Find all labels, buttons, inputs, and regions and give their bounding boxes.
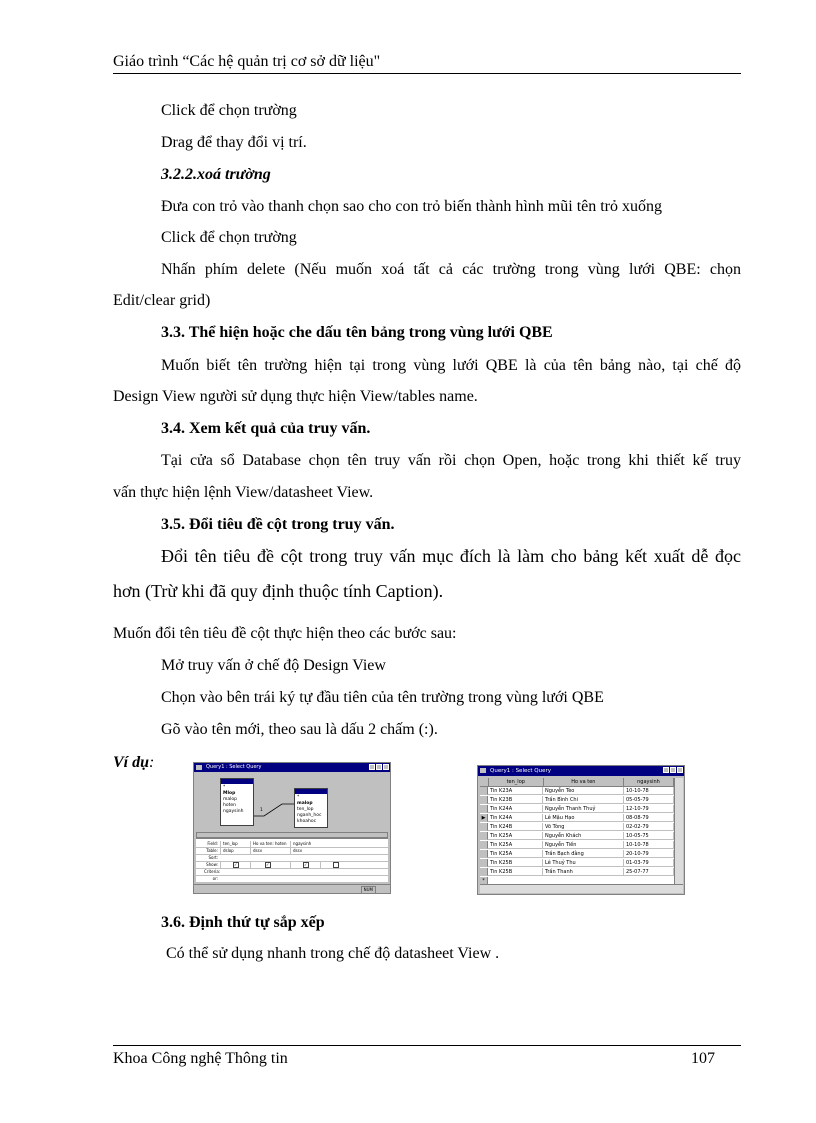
grid-cell[interactable]: ngaysinh <box>290 841 320 847</box>
grid-row-field: Field: ten_lop Ho va ten: hoten ngaysinh <box>196 841 388 848</box>
page-footer <box>113 1045 741 1068</box>
join-label: 1 <box>260 808 263 813</box>
footer-department: Khoa Công nghệ Thông tin <box>113 1050 288 1067</box>
heading-3-6: 3.6. Định thứ tự sắp xếp <box>161 914 325 931</box>
datasheet-titlebar: Query1 : Select Query <box>478 766 684 776</box>
grid-row-sort: Sort: <box>196 855 388 862</box>
text-line: hơn (Trừ khi đã quy định thuộc tính Caption). <box>113 581 444 601</box>
text-line: Drag để thay đổi vị trí. <box>161 134 307 151</box>
column-header[interactable]: Ho va ten <box>544 778 624 786</box>
field-item[interactable]: * <box>297 795 300 800</box>
grid-cell[interactable]: dslop <box>220 848 250 854</box>
page-header <box>113 52 741 74</box>
table-cell[interactable]: Nguyễn Thanh Thuỷ <box>543 805 624 813</box>
grid-row-table: Table: dslop dssv dssv <box>196 848 388 855</box>
field-item[interactable]: * <box>223 785 226 790</box>
table-row[interactable] <box>480 814 674 822</box>
show-checkbox[interactable] <box>333 862 339 868</box>
text-line: Mở truy vấn ở chế độ Design View <box>161 657 386 674</box>
minimize-icon[interactable] <box>369 764 375 770</box>
design-view-screenshot <box>193 762 391 894</box>
grid-cell[interactable]: dssv <box>290 848 320 854</box>
status-bar <box>194 884 390 893</box>
record-navigation-bar[interactable] <box>480 884 683 893</box>
table-pane <box>196 774 388 832</box>
table-cell[interactable]: Tin K25A <box>488 841 543 849</box>
table-cell[interactable]: Tin K25A <box>488 832 543 840</box>
text-line: Muốn đổi tên tiêu đề cột thực hiện theo các bước sau: <box>113 625 457 642</box>
table-row[interactable] <box>480 787 674 795</box>
row-selector[interactable] <box>480 823 488 831</box>
qbe-grid <box>196 838 388 883</box>
text-line: Tại cửa sổ Database chọn tên truy vấn rồi chọn Open, hoặc trong khi thiết kế truy <box>161 452 741 469</box>
field-item[interactable]: hoten <box>223 803 236 808</box>
table-cell[interactable]: Lê Thuỷ Thu <box>543 859 624 867</box>
text-line: Nhấn phím delete (Nếu muốn xoá tất cả các trường trong vùng lưới QBE: chọn <box>161 261 741 278</box>
field-item[interactable]: khoahoc <box>297 819 317 824</box>
row-selector[interactable] <box>480 805 488 813</box>
show-checkbox[interactable]: ✓ <box>304 862 308 867</box>
table-cell[interactable]: Trần Bạch đằng <box>543 850 624 858</box>
vertical-scrollbar[interactable] <box>674 778 683 884</box>
row-selector[interactable] <box>480 850 488 858</box>
column-header[interactable]: ngaysinh <box>624 778 674 786</box>
header-title: Giáo trình “Các hệ quản trị cơ sở dữ liệu" <box>113 53 381 70</box>
text-line: vấn thực hiện lệnh View/datasheet View. <box>113 484 374 501</box>
table-cell[interactable]: 10-10-78 <box>624 841 674 849</box>
text-line: Đưa con trỏ vào thanh chọn sao cho con trỏ biến thành hình mũi tên trỏ xuống <box>161 198 663 215</box>
table-cell[interactable]: Võ Tòng <box>543 823 624 831</box>
datasheet-screenshot <box>477 765 685 895</box>
field-item[interactable]: ten_lop <box>297 807 314 812</box>
table-cell[interactable]: Tin K24A <box>488 805 543 813</box>
table-cell[interactable]: 12-10-79 <box>624 805 674 813</box>
grid-row-show: Show: ✓ ✓ ✓ <box>196 862 388 869</box>
column-header[interactable]: ten_lop <box>489 778 544 786</box>
show-checkbox[interactable]: ✓ <box>234 862 238 867</box>
window-icon <box>480 768 486 773</box>
close-icon[interactable] <box>677 767 683 773</box>
datasheet-header <box>480 778 674 787</box>
table-row[interactable] <box>480 805 674 813</box>
new-row-marker: * <box>480 877 488 885</box>
heading-3-5: 3.5. Đổi tiêu đề cột trong truy vấn. <box>161 516 395 533</box>
grid-cell[interactable]: ten_lop <box>220 841 250 847</box>
table-row[interactable] <box>480 868 674 876</box>
table-row[interactable] <box>480 859 674 867</box>
page-number: 107 <box>691 1050 715 1067</box>
table-cell[interactable]: 25-07-77 <box>624 868 674 876</box>
table-cell[interactable]: Tin K25B <box>488 859 543 867</box>
example-label: Ví dụ: <box>113 754 155 771</box>
row-selector[interactable] <box>480 832 488 840</box>
heading-3-2-2: 3.2.2.xoá trường <box>161 166 271 183</box>
table-box-dslop[interactable] <box>294 788 328 828</box>
table-row[interactable] <box>480 796 674 804</box>
text-line: Click để chọn trường <box>161 102 297 119</box>
text-line: Có thể sử dụng nhanh trong chế độ datasheet View . <box>166 945 500 962</box>
field-item[interactable]: malop <box>297 801 313 806</box>
table-cell[interactable]: 10-05-75 <box>624 832 674 840</box>
table-cell[interactable]: Tin K24B <box>488 823 543 831</box>
text-line: Edit/clear grid) <box>113 292 211 309</box>
row-selector[interactable] <box>480 787 488 795</box>
grid-cell[interactable]: dssv <box>250 848 290 854</box>
table-cell[interactable]: 05-05-79 <box>624 796 674 804</box>
row-selector[interactable] <box>480 868 488 876</box>
grid-row-criteria: Criteria: <box>196 869 388 876</box>
table-cell[interactable]: Tin K25B <box>488 868 543 876</box>
close-icon[interactable] <box>383 764 389 770</box>
table-box-dssv[interactable] <box>220 778 254 826</box>
row-selector[interactable] <box>480 859 488 867</box>
minimize-icon[interactable] <box>663 767 669 773</box>
text-line: Click để chọn trường <box>161 229 297 246</box>
row-selector[interactable] <box>480 796 488 804</box>
table-cell[interactable]: Tin K24A <box>488 814 543 822</box>
text-line: Gõ vào tên mới, theo sau là dấu 2 chấm (:). <box>161 721 438 738</box>
table-cell[interactable]: 08-08-79 <box>624 814 674 822</box>
datasheet-grid <box>480 778 674 884</box>
grid-cell[interactable]: Ho va ten: hoten <box>250 841 290 847</box>
table-cell[interactable]: Tin K25A <box>488 850 543 858</box>
table-row[interactable] <box>480 850 674 858</box>
text-line: Muốn biết tên trường hiện tại trong vùng lưới QBE là của tên bảng nào, tại chế độ <box>161 357 741 374</box>
row-selector[interactable] <box>480 841 488 849</box>
text-line: Design View người sử dụng thực hiện View/tables name. <box>113 388 478 405</box>
show-checkbox[interactable]: ✓ <box>266 862 270 867</box>
heading-3-3: 3.3. Thể hiện hoặc che dấu tên bảng trong vùng lưới QBE <box>161 324 553 341</box>
num-indicator: NUM <box>361 886 376 894</box>
table-cell[interactable]: Trần Bình Chi <box>543 796 624 804</box>
table-cell[interactable]: Tin K23B <box>488 796 543 804</box>
table-cell[interactable]: Tin K23A <box>488 787 543 795</box>
field-item[interactable]: ngaysinh <box>223 809 244 814</box>
design-view-titlebar: Query1 : Select Query <box>194 763 390 772</box>
window-icon <box>196 765 202 770</box>
table-cell[interactable]: Nguyễn Tèo <box>543 787 624 795</box>
field-item[interactable]: malop <box>223 797 238 802</box>
table-cell[interactable]: 10-10-78 <box>624 787 674 795</box>
maximize-icon[interactable] <box>670 767 676 773</box>
field-item[interactable]: Mlop <box>223 791 236 796</box>
table-cell[interactable]: Trần Thanh <box>543 868 624 876</box>
row-selector[interactable]: ▶ <box>480 814 488 822</box>
table-row[interactable] <box>480 832 674 840</box>
text-line: Đổi tên tiêu đề cột trong truy vấn mục đích là làm cho bảng kết xuất dễ đọc <box>161 546 741 566</box>
table-cell[interactable]: Nguyễn Khách <box>543 832 624 840</box>
grid-row-or: or: <box>196 876 388 883</box>
table-cell[interactable]: 02-02-79 <box>624 823 674 831</box>
table-cell[interactable]: Lê Mậu Hạo <box>543 814 624 822</box>
table-row[interactable] <box>480 823 674 831</box>
table-cell[interactable]: 01-03-79 <box>624 859 674 867</box>
text-line: Chọn vào bên trái ký tự đầu tiên của tên trường trong vùng lưới QBE <box>161 689 604 706</box>
table-row[interactable] <box>480 841 674 849</box>
field-item[interactable]: nganh_hoc <box>297 813 322 818</box>
table-cell[interactable]: 20-10-79 <box>624 850 674 858</box>
table-cell[interactable]: Nguyễn Tiến <box>543 841 624 849</box>
heading-3-4: 3.4. Xem kết quả của truy vấn. <box>161 420 371 437</box>
maximize-icon[interactable] <box>376 764 382 770</box>
